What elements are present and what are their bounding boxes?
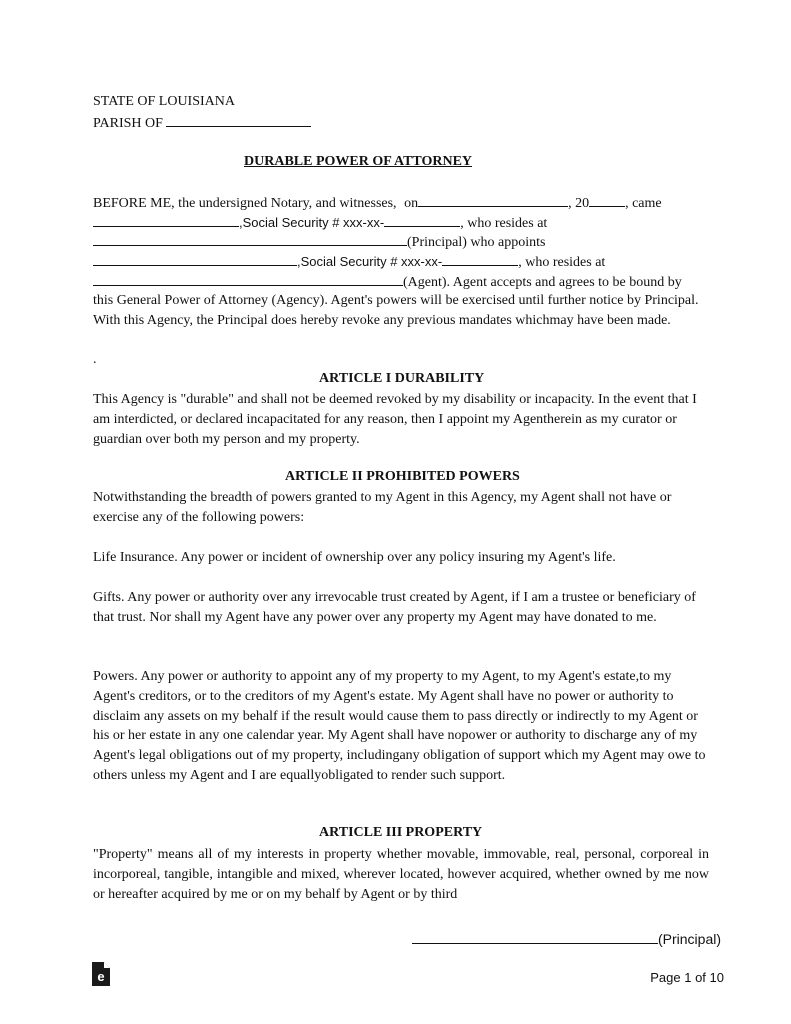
article-2-intro [93, 488, 709, 528]
article-2-gifts [93, 588, 709, 628]
principal-signature-blank[interactable] [412, 929, 658, 944]
article-paragraph: This Agency is "durable" and shall not be deemed revoked by my disability or incapacity. In the event that I am interdicted, or declared incapacitated for any reason, then I appoint my Agentherein as my curator or guardian over both my person and my property. [93, 392, 697, 447]
state-line [93, 92, 235, 111]
year-blank[interactable] [589, 193, 625, 207]
intro-text: (Agent). Agent accepts and agrees to be bound by [403, 275, 682, 290]
intro-dot: . [93, 352, 97, 367]
document-title: DURABLE POWER OF ATTORNEY [244, 154, 473, 169]
agent-name-blank[interactable] [93, 252, 297, 266]
article-paragraph: Gifts. Any power or authority over any irrevocable trust created by Agent, if I am a trustee or beneficiary of that trust. Nor shall my Agent have any power over any property my Agent may have donated to me. [93, 590, 696, 625]
article-2-heading: ARTICLE II PROHIBITED POWERS [285, 469, 520, 484]
intro-text: (Principal) who appoints [407, 235, 546, 250]
intro-line-2 [93, 213, 547, 233]
intro-text: , who resides at [460, 216, 548, 231]
article-paragraph: "Property" means all of my interests in property whether movable, immovable, real, personal, corporeal in incorporeal, tangible, intangible and mixed, wherever located, however acquired, whether owned by me now or hereafter acquired by me or on my behalf by Agent or by third [93, 847, 709, 902]
principal-signature-line [412, 929, 721, 947]
ssn-label: ,Social Security # xxx-xx- [297, 254, 443, 269]
intro-text: BEFORE ME, the undersigned Notary, and witnesses, [93, 196, 397, 211]
intro-text: , who resides at [518, 255, 606, 270]
parish-line [93, 113, 311, 133]
svg-text:e: e [97, 969, 105, 984]
intro-line-1 [93, 193, 662, 213]
principal-name-blank[interactable] [93, 213, 239, 227]
article-1-heading: ARTICLE I DURABILITY [319, 371, 485, 386]
intro-line-3 [93, 232, 545, 252]
signature-label: (Principal) [658, 931, 722, 947]
article-paragraph: Notwithstanding the breadth of powers granted to my Agent in this Agency, my Agent shall not have or exercise any of the following powers: [93, 490, 672, 525]
principal-ssn-blank[interactable] [384, 213, 460, 227]
article-3-heading: ARTICLE III PROPERTY [319, 825, 483, 840]
intro-line-4 [93, 252, 605, 272]
date-blank[interactable] [418, 193, 568, 207]
intro-paragraph [93, 291, 709, 331]
agent-ssn-blank[interactable] [442, 252, 518, 266]
intro-line-5 [93, 272, 682, 292]
article-1-body [93, 390, 709, 449]
article-3-body [93, 845, 709, 904]
eforms-logo-icon [92, 962, 110, 986]
article-2-powers [93, 667, 709, 786]
page-number: Page 1 of 10 [650, 970, 724, 985]
agent-address-blank[interactable] [93, 272, 403, 286]
intro-text: , came [625, 196, 662, 211]
principal-address-blank[interactable] [93, 232, 407, 246]
intro-text: on [404, 196, 419, 211]
article-paragraph: Life Insurance. Any power or incident of ownership over any policy insuring my Agent's life. [93, 550, 616, 565]
ssn-label: ,Social Security # xxx-xx- [239, 215, 385, 230]
intro-body: this General Power of Attorney (Agency). Agent's powers will be exercised until further notice by Principal. With this Agency, the Principal does hereby revoke any previous mandates whichmay have been made. [93, 293, 699, 328]
parish-label: PARISH OF [93, 116, 163, 131]
article-2-life-insurance [93, 548, 709, 568]
state-text: STATE OF LOUISIANA [93, 94, 235, 109]
article-paragraph: Powers. Any power or authority to appoint any of my property to my Agent, to my Agent's estate,to my Agent's creditors, or to the creditors of my Agent's estate. My Agent shall have no power or authority to disclaim any assets on my behalf if the result would cause them to pass directly or indirectly to my Agent or his or her estate in any one calendar year. My Agent shall have nopower or authority to discharge any of my Agent's legal obligations out of my property, includingany obligation of support which my Agent may owe to others unless my Agent and I are equallyobligated to render such support. [93, 669, 706, 783]
parish-blank[interactable] [166, 113, 311, 127]
intro-text: , 20 [568, 196, 590, 211]
